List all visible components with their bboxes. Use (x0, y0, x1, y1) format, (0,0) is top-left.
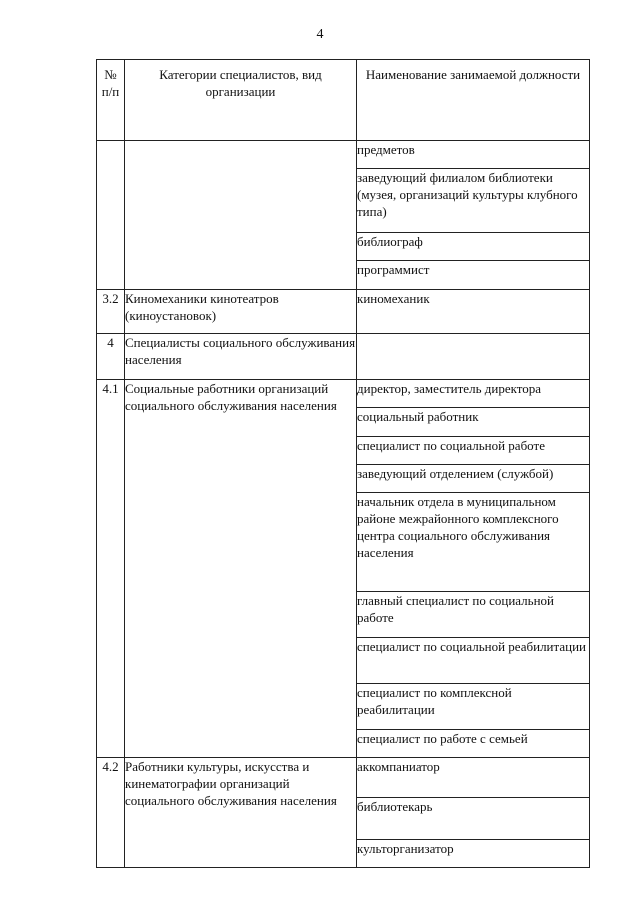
table-row (97, 290, 590, 334)
table-header-row (97, 60, 590, 141)
row-position: специалист по работе с семьей (357, 730, 590, 758)
row-category: Социальные работники организаций социального обслуживания населения (125, 380, 357, 758)
row-position: главный специалист по социальной работе (357, 592, 590, 638)
table-row (97, 141, 590, 169)
row-number (97, 141, 125, 290)
row-number: 3.2 (97, 290, 125, 334)
table-row (97, 758, 590, 798)
row-position: культорганизатор (357, 840, 590, 868)
row-position: специалист по комплексной реабилитации (357, 684, 590, 730)
row-position: заведующий отделением (службой) (357, 465, 590, 493)
row-number: 4 (97, 334, 125, 380)
row-position: заведующий филиалом библиотеки (музея, организаций культуры клубного типа) (357, 169, 590, 233)
row-position: предметов (357, 141, 590, 169)
row-position: аккомпаниатор (357, 758, 590, 798)
header-category: Категории специалистов, вид организации (125, 60, 357, 141)
page-number: 4 (316, 27, 324, 42)
table-row (97, 334, 590, 380)
positions-table (96, 59, 590, 868)
row-position: социальный работник (357, 408, 590, 437)
row-category: Работники культуры, искусства и кинематографии организаций социального обслуживания населения (125, 758, 357, 868)
row-position: начальник отдела в муниципальном районе межрайонного комплексного центра социального обслуживания населения (357, 493, 590, 592)
row-category: Киномеханики кинотеатров (киноустановок) (125, 290, 357, 334)
row-position: киномеханик (357, 290, 590, 334)
table-row (97, 380, 590, 408)
row-category: Специалисты социального обслуживания населения (125, 334, 357, 380)
header-position: Наименование занимаемой должности (357, 60, 590, 141)
row-category (125, 141, 357, 290)
row-position: специалист по социальной работе (357, 437, 590, 465)
row-position: директор, заместитель директора (357, 380, 590, 408)
row-position: программист (357, 261, 590, 290)
row-position: библиотекарь (357, 798, 590, 840)
row-number: 4.1 (97, 380, 125, 758)
row-number: 4.2 (97, 758, 125, 868)
header-number: № п/п (97, 60, 125, 141)
row-position: специалист по социальной реабилитации (357, 638, 590, 684)
row-position: библиограф (357, 233, 590, 261)
row-position (357, 334, 590, 380)
